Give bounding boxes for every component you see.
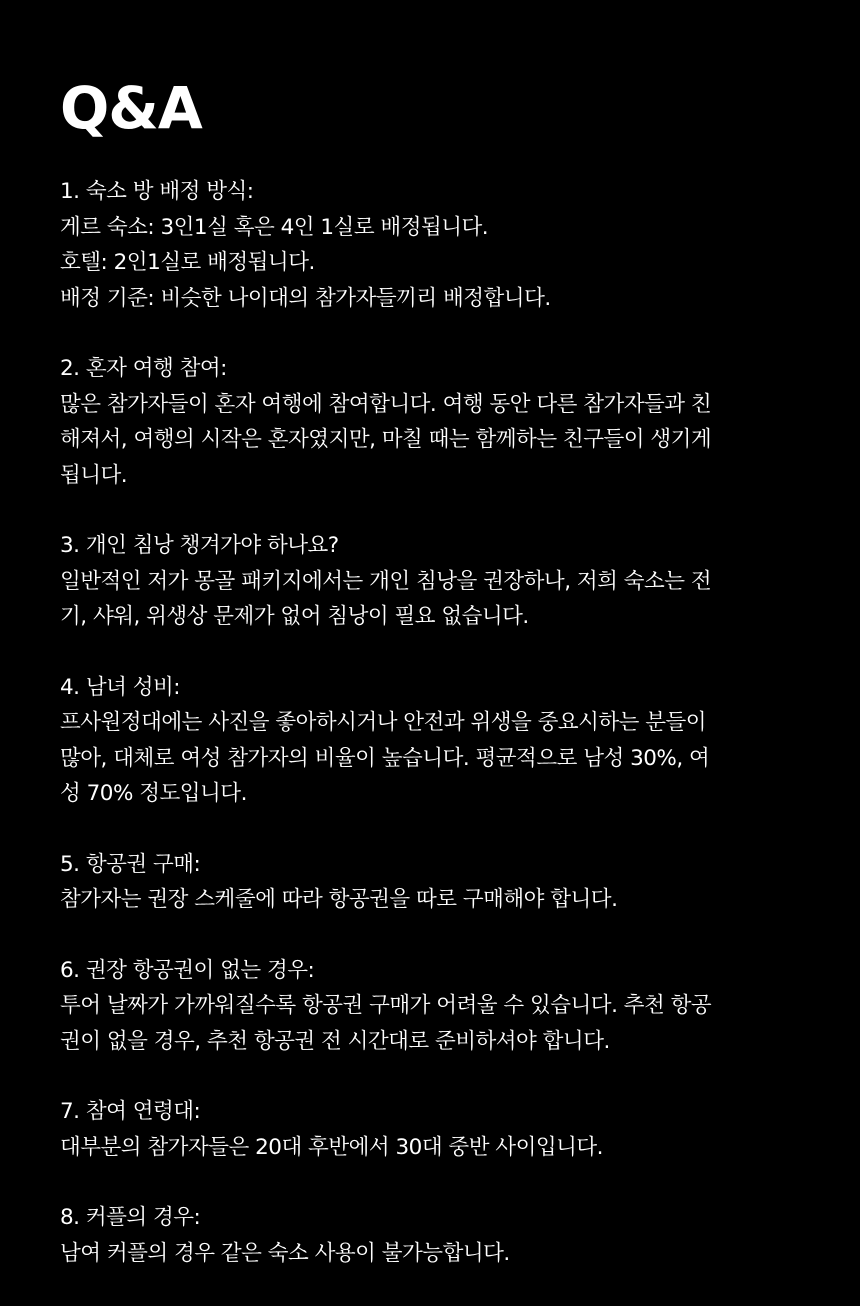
qa-item-room-assignment — [60, 174, 800, 316]
answer-line: 해져서, 여행의 시작은 혼자였지만, 마칠 때는 함께하는 친구들이 생기게 — [60, 427, 712, 452]
question-text: 3. 개인 침낭 챙겨가야 하나요? — [60, 533, 339, 558]
answer-line: 일반적인 저가 몽골 패키지에서는 개인 침낭을 권장하나, 저희 숙소는 전 — [60, 568, 712, 594]
question-text: 1. 숙소 방 배정 방식: — [60, 179, 254, 204]
answer-line: 많은 참가자들이 혼자 여행에 참여합니다. 여행 동안 다른 참가자들과 친 — [60, 391, 712, 417]
question-text: 5. 항공권 구매: — [60, 851, 201, 877]
qa-item-sleeping-bag — [60, 528, 800, 635]
answer-line: 참가자는 권장 스케줄에 따라 항공권을 따로 구매해야 합니다. — [60, 887, 618, 912]
answer-line: 남여 커플의 경우 같은 숙소 사용이 불가능합니다. — [60, 1240, 510, 1266]
answer-line: 프사원정대에는 사진을 좋아하시거나 안전과 위생을 중요시하는 분들이 — [60, 710, 707, 735]
answer-line: 투어 날짜가 가까워질수록 항공권 구매가 어려울 수 있습니다. 추천 항공 — [60, 993, 712, 1018]
qa-item-gender-ratio — [60, 670, 800, 812]
qa-item-flight-purchase — [60, 847, 800, 918]
qa-page — [60, 72, 800, 1306]
question-text: 8. 커플의 경우: — [60, 1205, 201, 1230]
qa-list — [60, 174, 800, 1271]
answer-line: 성 70% 정도입니다. — [60, 781, 247, 806]
question-text: 7. 참여 연령대: — [60, 1099, 201, 1124]
answer-line: 권이 없을 경우, 추천 항공권 전 시간대로 준비하셔야 합니다. — [60, 1028, 610, 1054]
answer-line: 많아, 대체로 여성 참가자의 비율이 높습니다. 평균적으로 남성 30%, 여 — [60, 745, 710, 771]
answer-line: 됩니다. — [60, 462, 128, 488]
qa-item-no-recommended-flight — [60, 953, 800, 1060]
answer-line: 배정 기준: 비슷한 나이대의 참가자들끼리 배정합니다. — [60, 285, 551, 311]
question-text: 4. 남녀 성비: — [60, 674, 181, 700]
qa-item-couples — [60, 1200, 800, 1271]
answer-line: 게르 숙소: 3인1실 혹은 4인 1실로 배정됩니다. — [60, 214, 489, 240]
qa-item-solo-travel — [60, 351, 800, 493]
answer-line: 기, 샤워, 위생상 문제가 없어 침낭이 필요 없습니다. — [60, 604, 529, 629]
answer-line: 호텔: 2인1실로 배정됩니다. — [60, 250, 315, 275]
answer-line: 대부분의 참가자들은 20대 후반에서 30대 중반 사이입니다. — [60, 1134, 603, 1160]
question-text: 2. 혼자 여행 참여: — [60, 356, 227, 381]
qa-item-age-range — [60, 1094, 800, 1165]
page-title: Q&A — [60, 74, 202, 142]
question-text: 6. 권장 항공권이 없는 경우: — [60, 957, 315, 983]
